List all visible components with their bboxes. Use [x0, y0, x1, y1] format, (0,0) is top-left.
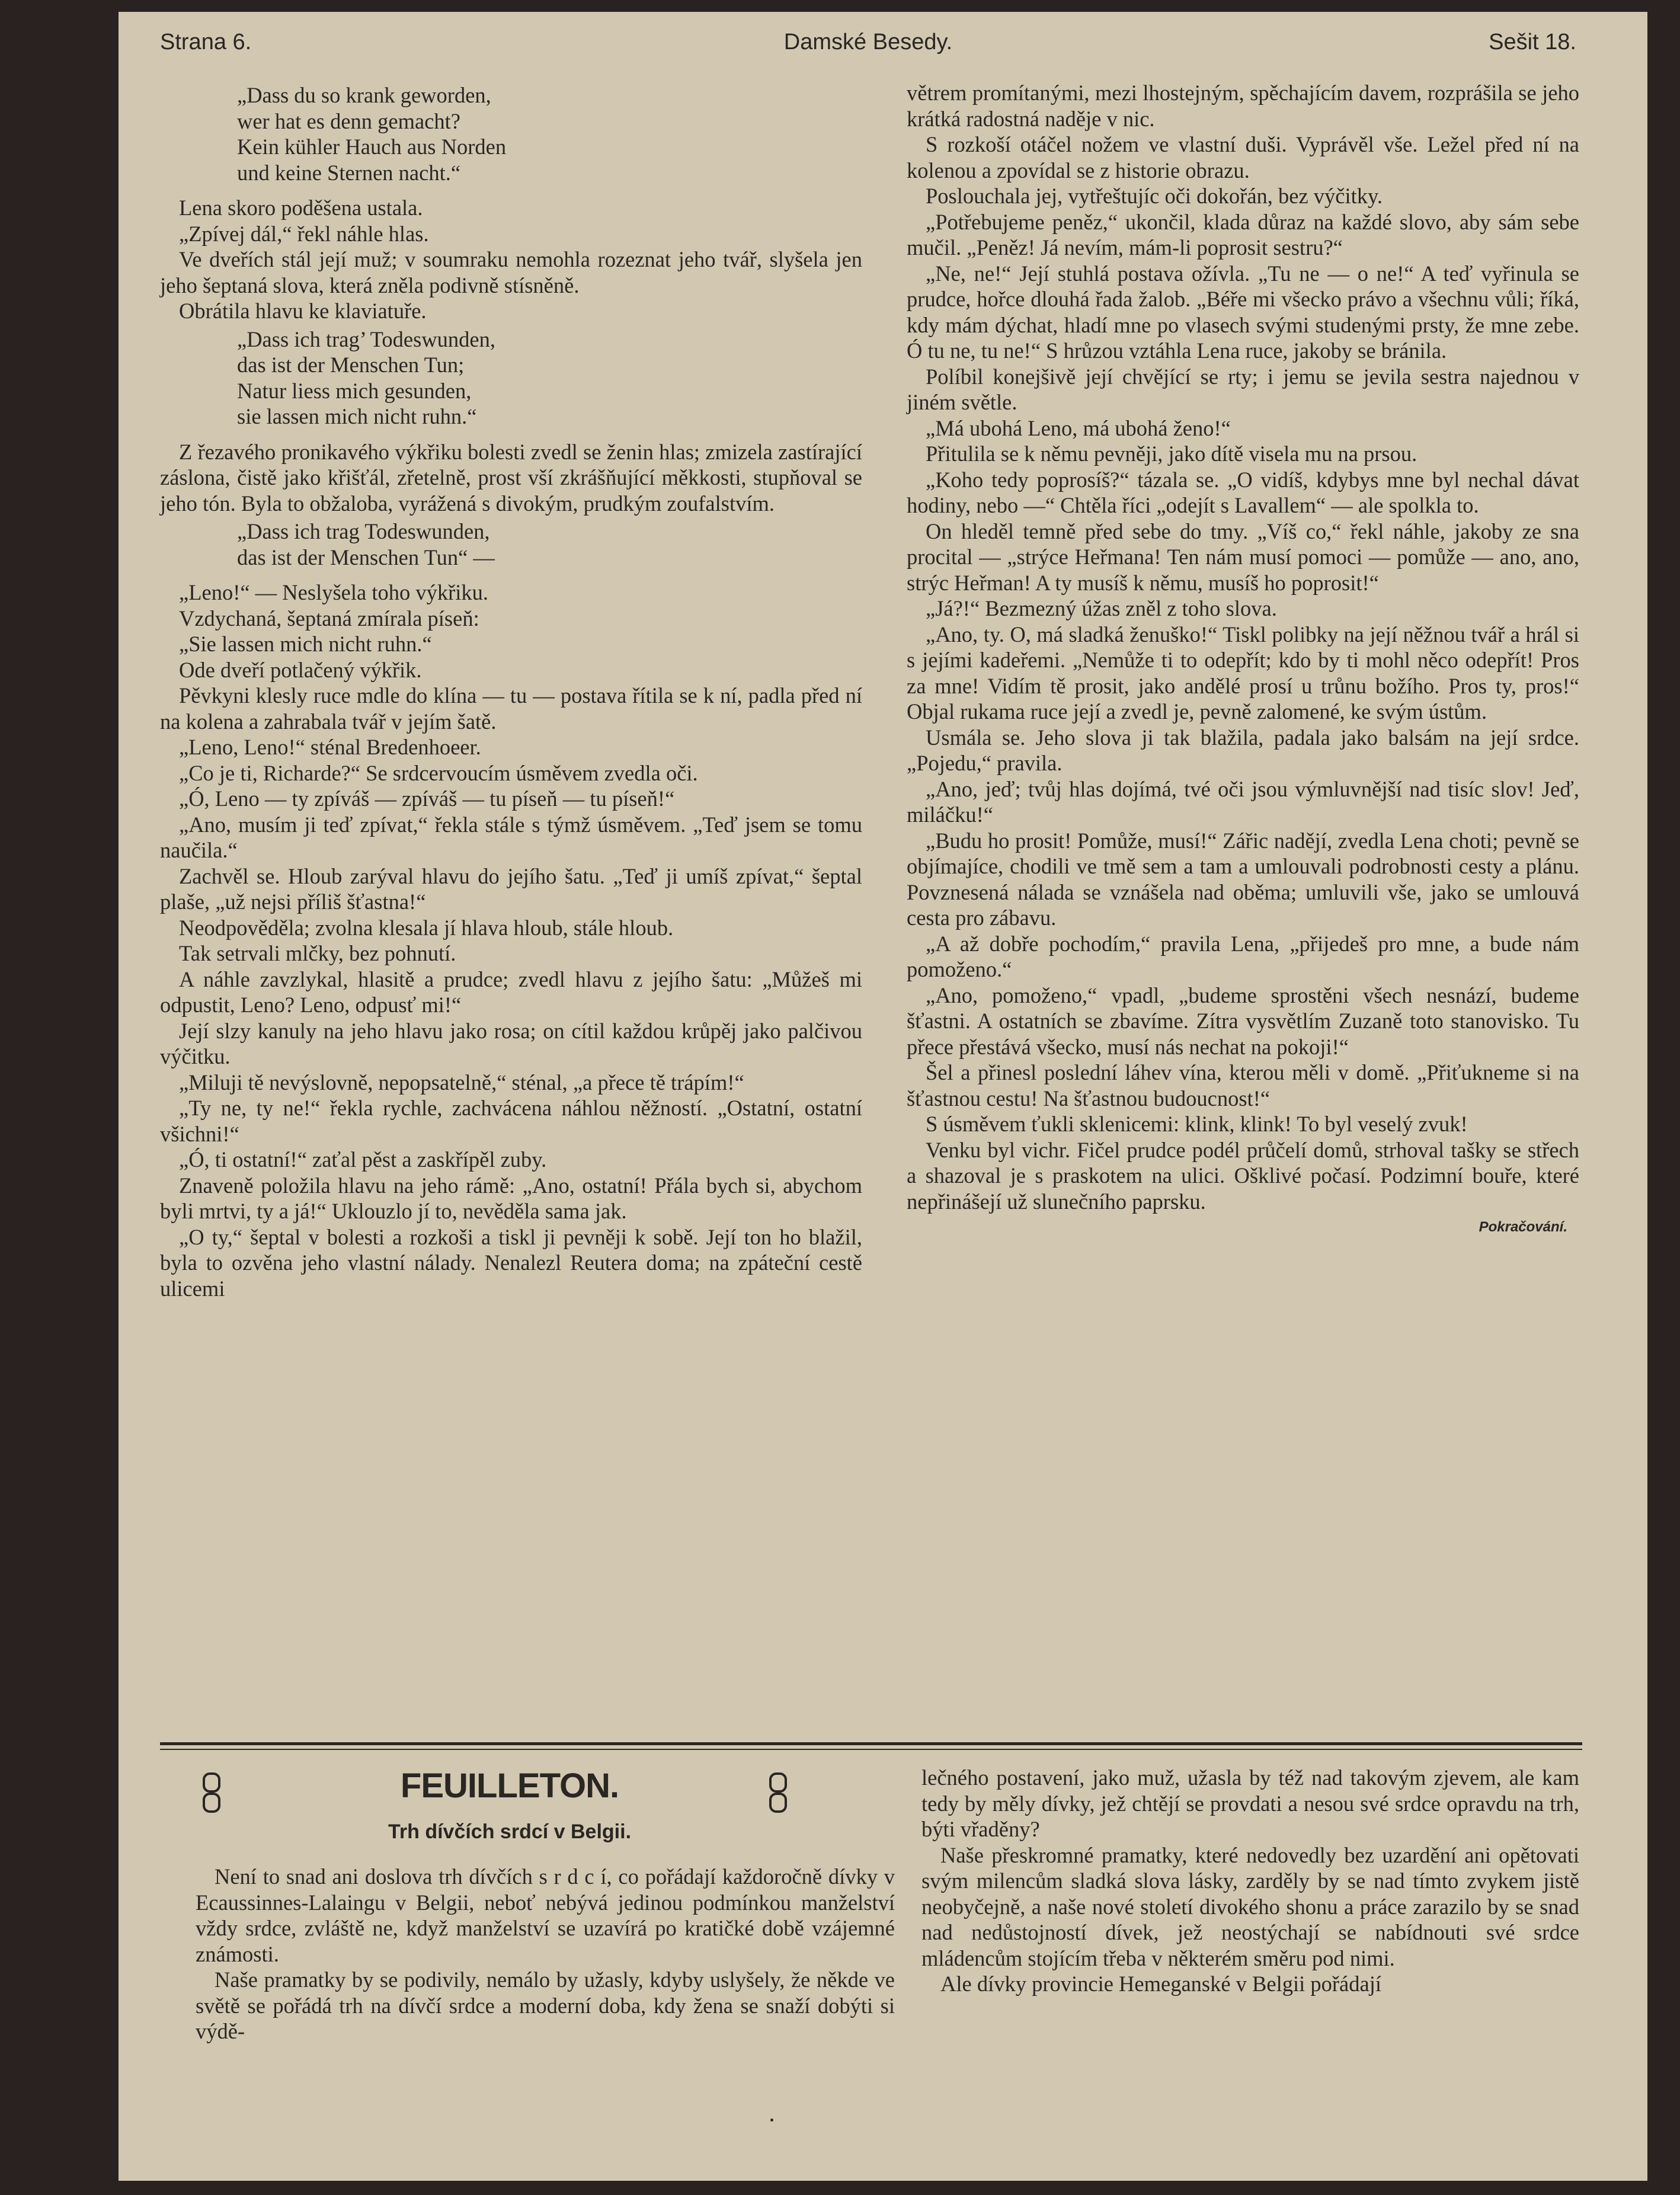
paragraph: Naše přeskromné pramatky, které nedovedly bez uzardění ani opětovati svým milencům sladká slova lásky, zarděly by se nad tímto zvykem jistě neobyčejně, a naše nové století divokého shonu a práce zarazilo by se snad nad nedůstojností dívek, jež neostýchají se nabídnouti své srdce mládencům stojícím třeba v některém směru pod nimi. [921, 1842, 1579, 1970]
paragraph: „Ano, jeď; tvůj hlas dojímá, tvé oči jsou výmluvnější nad tisíc slov! Jeď, miláčku!“ [907, 776, 1579, 827]
paragraph: Z řezavého pronikavého výkřiku bolesti zvedl se ženin hlas; zmizela zastírající záslona, čistě jako křišťál, zřetelně, prost vší zkrášňující měkkosti, stupňoval se jeho tón. Byla to obžaloba, vyrážená s divokým, prudkým zoufalstvím. [160, 439, 862, 516]
paragraph: „Ano, musím ji teď zpívat,“ řekla stále s týmž úsměvem. „Teď jsem se tomu naučila.“ [160, 812, 862, 862]
story-right-column [907, 80, 1579, 1240]
continued-label: Pokračování. [1479, 1219, 1567, 1235]
paragraph: Ode dveří potlačený výkřik. [179, 657, 422, 682]
story-left-column [160, 80, 862, 1301]
paragraph: Ale dívky provincie Hemeganské v Belgii pořádají [940, 1972, 1381, 1996]
verse-line: „Dass ich trag Todeswunden, [237, 519, 490, 543]
feuilleton-subtitle: Trh dívčích srdcí v Belgii. [388, 1820, 632, 1843]
paragraph: „Miluji tě nevýslovně, nepopsatelně,“ sténal, „a přece tě trápím!“ [179, 1070, 744, 1095]
section-divider [160, 1742, 1582, 1745]
paragraph: Políbil konejšivě její chvějící se rty; i jemu se jevila sestra najednou v jiném světle. [907, 364, 1579, 414]
paragraph: Venku byl vichr. Fičel prudce podél průčelí domů, strhoval tašky se střech a shazoval je s praskotem na ulici. Ošklivé počasí. Podzimní bouře, které nepřinášejí už slunečního paprsku. [907, 1137, 1579, 1214]
verse-stanza [237, 327, 862, 430]
paragraph: „Ne, ne!“ Její stuhlá postava ožívla. „Tu ne — o ne!“ A teď vyřinula se prudce, hořce dlouhá řada žalob. „Béře mi všecko právo a všechnu vůli; říká, kdy mám dýchat, hladí mne po vlasech svými studenými prsty, že mne zebe. Ó tu ne, tu ne!“ S hrůzou vztáhla Lena ruce, jakoby se bránila. [907, 261, 1579, 363]
paragraph: Lena skoro poděšena ustala. [179, 196, 423, 220]
paragraph: „Leno!“ — Neslyšela toho výkřiku. [179, 580, 489, 604]
verse-line: das ist der Menschen Tun“ — [237, 545, 495, 569]
paragraph: Tak setrvali mlčky, bez pohnutí. [179, 941, 456, 965]
verse-line: „Dass du so krank geworden, [237, 83, 491, 107]
paragraph: „Já?!“ Bezmezný úžas zněl z toho slova. [926, 596, 1277, 620]
paragraph: „Ó, Leno — ty zpíváš — zpíváš — tu píseň — tu píseň!“ [179, 786, 675, 811]
feuilleton-title: FEUILLETON. [400, 1767, 619, 1805]
paragraph: lečného postavení, jako muž, užasla by též nad takovým zjevem, ale kam tedy by měly dívky, jež chtějí se provdati a nesou své srdce opravdu na trh, býti vřaděny? [921, 1765, 1579, 1841]
newspaper-page [119, 12, 1647, 2181]
paragraph: Není to snad ani doslova trh dívčích s r d c í, co pořádají každoročně dívky v Ecaussinnes-Lalaingu v Belgii, neboť nebývá jedinou podmínkou manželství vždy srdce, zvláště ne, když manželství se uzavírá po kratičké době vzájemné známosti. [196, 1864, 895, 1966]
paragraph: Její slzy kanuly na jeho hlavu jako rosa; on cítil každou krůpěj jako palčivou výčitku. [160, 1018, 862, 1068]
verse-stanza [237, 519, 862, 570]
paragraph: S rozkoší otáčel nožem ve vlastní duši. Vyprávěl vše. Ležel před ní na kolenou a zpovídal se z historie obrazu. [907, 132, 1579, 183]
paragraph: „Potřebujeme peněz,“ ukončil, klada důraz na každé slovo, aby sám sebe mučil. „Peněz! Já nevím, mám-li poprosit sestru?“ [907, 209, 1579, 260]
paragraph: Ve dveřích stál její muž; v soumraku nemohla rozeznat jeho tvář, slyšela jen jeho šeptaná slova, která zněla podivně stísněně. [160, 247, 862, 297]
verse-line: das ist der Menschen Tun; [237, 353, 465, 377]
section-divider-thin [160, 1749, 1582, 1750]
ornament-icon [768, 1772, 788, 1813]
paragraph: Neodpověděla; zvolna klesala jí hlava hloub, stále hloub. [179, 915, 674, 940]
verse-line: Kein kühler Hauch aus Norden [237, 135, 507, 159]
paragraph: „Zpívej dál,“ řekl náhle hlas. [179, 221, 429, 246]
paragraph: Zachvěl se. Hloub zarýval hlavu do jejího šatu. „Teď ji umíš zpívat,“ šeptal plaše, „už nejsi příliš šťastna!“ [160, 863, 862, 914]
paragraph: „O ty,“ šeptal v bolesti a rozkoši a tiskl ji pevněji k sobě. Její ton ho blažil, byla to ozvěna jeho vlastní nálady. Nenalezl Reutera doma; na zpáteční cestě ulicemi [160, 1224, 862, 1301]
paragraph: A náhle zavzlykal, hlasitě a prudce; zvedl hlavu z jejího šatu: „Můžeš mi odpustit, Leno? Leno, odpusť mi!“ [160, 967, 862, 1017]
paragraph: „Ano, pomoženo,“ vpadl, „budeme sprostěni všech nesnází, budeme šťastni. A ostatních se zbavíme. Zítra vysvětlím Zuzaně toto stanovisko. Tu přece přestává všecko, musí nás nechat na pokoji!“ [907, 983, 1579, 1059]
running-header [160, 30, 1576, 65]
feuilleton-right-column [921, 1765, 1579, 1997]
verse-line: und keine Sternen nacht.“ [237, 160, 461, 185]
paragraph: „A až dobře pochodím,“ pravila Lena, „přijedeš pro mne, a bude nám pomoženo.“ [907, 931, 1579, 981]
paragraph: „Sie lassen mich nicht ruhn.“ [179, 632, 432, 656]
paragraph: „Ano, ty. O, má sladká ženuško!“ Tiskl polibky na její něžnou tvář a hrál si s jejími kadeřemi. „Nemůže ti to odepřít; kdo by ti mohl něco odepřít! Pros za mne! Vidím tě prosit, jako andělé prosí u trůnu božího. Pros ty, pros!“ Objal rukama ruce její a zvedl je, pevně zalomené, ke svým ústům. [907, 622, 1579, 724]
paragraph: On hleděl temně před sebe do tmy. „Víš co,“ řekl náhle, jakoby ze sna procital — „strýce Heřmana! Ten nám musí pomoci — pomůže — ano, ano, strýc Heřman! A ty musíš k němu, musíš ho poprosit!“ [907, 519, 1579, 595]
verse-line: Natur liess mich gesunden, [237, 378, 472, 403]
issue-number: Sešit 18. [1489, 30, 1576, 55]
paragraph: „Má ubohá Leno, má ubohá ženo!“ [926, 415, 1231, 440]
verse-line: wer hat es denn gemacht? [237, 108, 460, 133]
print-speck [770, 2119, 773, 2122]
verse-line: sie lassen mich nicht ruhn.“ [237, 404, 477, 428]
paragraph: Pěvkyni klesly ruce mdle do klína — tu — postava řítila se k ní, padla před ní na kolena a zahrabala tvář v jejím šatě. [160, 683, 862, 734]
paragraph: Poslouchala jej, vytřeštujíc oči dokořán, bez výčitky. [926, 184, 1383, 208]
paragraph: „Ty ne, ty ne!“ řekla rychle, zachvácena náhlou něžností. „Ostatní, ostatní všichni!“ [160, 1096, 862, 1146]
paragraph: „Budu ho prosit! Pomůže, musí!“ Zářic nadějí, zvedla Lena choti; pevně se objímajíce, chodili ve tmě sem a tam a umlouvali podrobnosti cesty a plánu. Povznesená nálada se vznášela nad oběma; umluvili vše, jako se umlouvá cesta pro zábavu. [907, 828, 1579, 930]
paragraph: „Leno, Leno!“ sténal Bredenhoeer. [179, 735, 481, 759]
paragraph: „Koho tedy poprosíš?“ tázala se. „O vidíš, kdybys mne byl nechal dávat hodiny, nebo —“ Chtěla říci „odejít s Lavallem“ — ale spolkla to. [907, 467, 1579, 517]
paragraph: „Co je ti, Richarde?“ Se srdcervoucím úsměvem zvedla oči. [179, 760, 698, 785]
magazine-title: Damské Besedy. [783, 30, 953, 55]
paragraph: Přitulila se k němu pevněji, jako dítě visela mu na prsou. [926, 441, 1417, 466]
paragraph: S úsměvem ťukli sklenicemi: klink, klink! To byl veselý zvuk! [926, 1112, 1468, 1136]
paragraph: Usmála se. Jeho slova ji tak blažila, padala jako balsám na její srdce. „Pojedu,“ pravila. [907, 725, 1579, 775]
paragraph: Šel a přinesl poslední láhev vína, kterou měli v domě. „Přiťukneme si na šťastnou cestu! Na šťastnou budoucnost!“ [907, 1060, 1579, 1111]
verse-line: „Dass ich trag’ Todeswunden, [237, 327, 496, 351]
paragraph: Naše pramatky by se podivily, nemálo by užasly, kdyby uslyšely, že někde ve světě se pořádá trh na dívčí srdce a moderní doba, kdy žena se snaží dobýti si výdě- [196, 1967, 895, 2043]
paragraph: Znaveně položila hlavu na jeho rámě: „Ano, ostatní! Přála bych si, abychom byli mrtvi, ty a já!“ Uklouzlo jí to, nevěděla sama jak. [160, 1173, 862, 1223]
feuilleton-left-column [196, 1864, 895, 2044]
paragraph: větrem promítanými, mezi lhostejným, spěchajícím davem, rozprášila se jeho krátká radostná naděje v nic. [907, 81, 1579, 131]
paragraph: „Ó, ti ostatní!“ zaťal pěst a zaskřípěl zuby. [179, 1147, 547, 1172]
paragraph: Obrátila hlavu ke klaviatuře. [179, 299, 427, 323]
paragraph: Vzdychaná, šeptaná zmírala píseň: [179, 606, 479, 631]
verse-stanza [237, 82, 862, 185]
page-number: Strana 6. [160, 30, 252, 55]
